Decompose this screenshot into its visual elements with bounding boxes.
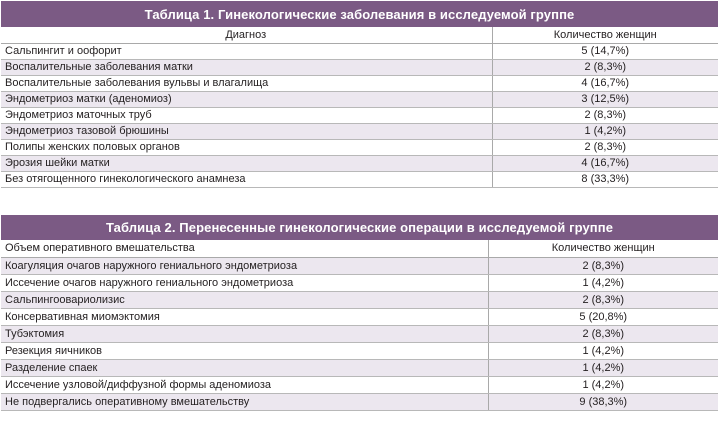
row-value: 2 (8,3%) bbox=[488, 257, 718, 274]
row-name: Иссечение узловой/диффузной формы аденомиоза bbox=[1, 376, 488, 393]
row-name: Воспалительные заболевания матки bbox=[1, 59, 492, 75]
table-row bbox=[1, 308, 718, 325]
table-row bbox=[1, 171, 718, 187]
table2-col-intervention: Объем оперативного вмешательства bbox=[5, 242, 195, 255]
row-value: 9 (38,3%) bbox=[488, 393, 718, 410]
table-row bbox=[1, 75, 718, 91]
row-name: Не подвергались оперативному вмешательству bbox=[1, 393, 488, 410]
table1-title: Таблица 1. Гинекологические заболевания в исследуемой группе bbox=[1, 1, 718, 27]
row-value: 2 (8,3%) bbox=[488, 291, 718, 308]
row-name: Резекция яичников bbox=[1, 342, 488, 359]
row-value: 1 (4,2%) bbox=[488, 342, 718, 359]
table-row bbox=[1, 107, 718, 123]
row-value: 3 (12,5%) bbox=[492, 91, 718, 107]
table-row bbox=[1, 91, 718, 107]
table-row bbox=[1, 359, 718, 376]
row-name: Разделение спаек bbox=[1, 359, 488, 376]
table2-title: Таблица 2. Перенесенные гинекологические операции в исследуемой группе bbox=[1, 215, 718, 240]
table2-col-count: Количество женщин bbox=[488, 240, 718, 257]
row-name: Эрозия шейки матки bbox=[1, 155, 492, 171]
row-name: Эндометриоз матки (аденомиоз) bbox=[1, 91, 492, 107]
row-value: 1 (4,2%) bbox=[488, 359, 718, 376]
row-name: Без отягощенного гинекологического анамнеза bbox=[1, 171, 492, 187]
row-value: 4 (16,7%) bbox=[492, 75, 718, 91]
row-value: 5 (20,8%) bbox=[488, 308, 718, 325]
row-name: Эндометриоз тазовой брюшины bbox=[1, 123, 492, 139]
table-row bbox=[1, 139, 718, 155]
table-row bbox=[1, 325, 718, 342]
table1-header-row bbox=[1, 27, 718, 43]
row-name: Сальпингоовариолизис bbox=[1, 291, 488, 308]
table1-col-count: Количество женщин bbox=[492, 27, 718, 43]
row-name: Иссечение очагов наружного гениального эндометриоза bbox=[1, 274, 488, 291]
table-row bbox=[1, 342, 718, 359]
row-value: 2 (8,3%) bbox=[488, 325, 718, 342]
row-name: Эндометриоз маточных труб bbox=[1, 107, 492, 123]
row-value: 2 (8,3%) bbox=[492, 139, 718, 155]
table-row bbox=[1, 291, 718, 308]
table-row bbox=[1, 123, 718, 139]
row-name: Консервативная миомэктомия bbox=[1, 308, 488, 325]
table-gynecological-operations bbox=[1, 215, 718, 411]
table-row bbox=[1, 376, 718, 393]
table-row bbox=[1, 59, 718, 75]
row-value: 1 (4,2%) bbox=[488, 274, 718, 291]
row-value: 1 (4,2%) bbox=[488, 376, 718, 393]
table-row bbox=[1, 257, 718, 274]
row-value: 5 (14,7%) bbox=[492, 43, 718, 59]
table-row bbox=[1, 274, 718, 291]
row-name: Сальпингит и оофорит bbox=[1, 43, 492, 59]
row-name: Полипы женских половых органов bbox=[1, 139, 492, 155]
table-row bbox=[1, 43, 718, 59]
row-value: 1 (4,2%) bbox=[492, 123, 718, 139]
row-value: 2 (8,3%) bbox=[492, 59, 718, 75]
table-row bbox=[1, 393, 718, 410]
table1-col-diagnosis: Диагноз bbox=[225, 28, 267, 41]
row-name: Воспалительные заболевания вульвы и влагалища bbox=[1, 75, 492, 91]
table-gynecological-diseases bbox=[1, 1, 718, 188]
row-value: 2 (8,3%) bbox=[492, 107, 718, 123]
table2-header-row bbox=[1, 240, 718, 257]
table-row bbox=[1, 155, 718, 171]
row-name: Коагуляция очагов наружного гениального эндометриоза bbox=[1, 257, 488, 274]
row-value: 4 (16,7%) bbox=[492, 155, 718, 171]
row-name: Тубэктомия bbox=[1, 325, 488, 342]
row-value: 8 (33,3%) bbox=[492, 171, 718, 187]
